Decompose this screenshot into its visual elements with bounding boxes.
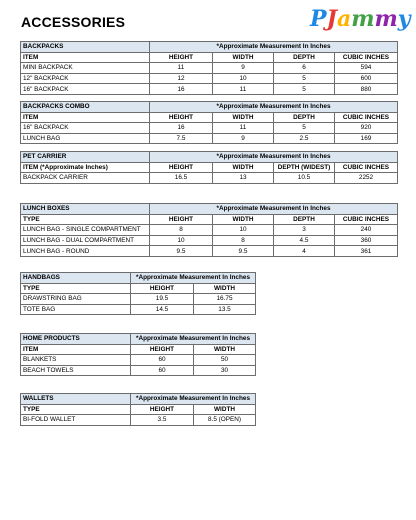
table-row — [21, 304, 256, 315]
column-header: HEIGHT — [150, 52, 213, 63]
column-header: DEPTH — [274, 112, 335, 123]
measurement-cell: 600 — [335, 73, 398, 84]
table-title: HOME PRODUCTS — [21, 334, 131, 345]
measurement-cell: 13.5 — [194, 304, 256, 315]
measurement-cell: 880 — [335, 84, 398, 95]
item-name-cell: BACKPACK CARRIER — [21, 173, 150, 184]
measurement-cell: 13 — [213, 173, 274, 184]
table-row — [21, 246, 398, 257]
table-row — [21, 235, 398, 246]
table-row — [21, 73, 398, 84]
column-header: WIDTH — [213, 214, 274, 225]
column-header-row — [21, 112, 398, 123]
table-header-row — [21, 102, 398, 113]
table-title: BACKPACKS — [21, 42, 150, 53]
column-header: HEIGHT — [150, 162, 213, 173]
column-header: ITEM — [21, 112, 150, 123]
measurement-cell: 9.5 — [150, 246, 213, 257]
table-header-row — [21, 334, 256, 345]
measurement-cell: 3.5 — [131, 415, 194, 426]
column-header: WIDTH — [213, 112, 274, 123]
measurement-cell: 7.5 — [150, 133, 213, 144]
column-header-row — [21, 404, 256, 415]
table-row — [21, 415, 256, 426]
measurement-note: *Approximate Measurement In Inches — [131, 394, 256, 405]
measurement-cell: 5 — [274, 73, 335, 84]
table-title: PET CARRIER — [21, 152, 150, 163]
column-header: HEIGHT — [131, 404, 194, 415]
measurement-cell: 11 — [150, 63, 213, 74]
brand-logo — [310, 6, 410, 36]
column-header-row — [21, 162, 398, 173]
measurement-cell: 9.5 — [213, 246, 274, 257]
measurement-cell: 920 — [335, 123, 398, 134]
spec-table — [20, 272, 256, 315]
column-header: WIDTH — [194, 404, 256, 415]
table-title: WALLETS — [21, 394, 131, 405]
measurement-note: *Approximate Measurement In Inches — [150, 42, 398, 53]
table-row — [21, 63, 398, 74]
table-row — [21, 294, 256, 305]
item-name-cell: 16" BACKPACK — [21, 123, 150, 134]
measurement-cell: 60 — [131, 365, 194, 376]
measurement-cell: 2.5 — [274, 133, 335, 144]
column-header: CUBIC INCHES — [335, 162, 398, 173]
column-header: CUBIC INCHES — [335, 112, 398, 123]
measurement-cell: 2252 — [335, 173, 398, 184]
item-name-cell: LUNCH BAG - DUAL COMPARTMENT — [21, 235, 150, 246]
table-title: BACKPACKS COMBO — [21, 102, 150, 113]
table-row — [21, 133, 398, 144]
table-row — [21, 225, 398, 236]
item-name-cell: DRAWSTRING BAG — [21, 294, 131, 305]
table-header-row — [21, 394, 256, 405]
measurement-cell: 10 — [150, 235, 213, 246]
column-header: DEPTH (WIDEST) — [274, 162, 335, 173]
measurement-cell: 8 — [213, 235, 274, 246]
column-header: WIDTH — [194, 344, 256, 355]
item-name-cell: LUNCH BAG - ROUND — [21, 246, 150, 257]
measurement-cell: 360 — [335, 235, 398, 246]
brand-logo-letter: y — [397, 6, 411, 32]
measurement-cell: 6 — [274, 63, 335, 74]
measurement-cell: 50 — [194, 355, 256, 366]
column-header: HEIGHT — [150, 214, 213, 225]
column-header: HEIGHT — [150, 112, 213, 123]
brand-logo-letter: P — [310, 6, 327, 32]
measurement-cell: 11 — [213, 123, 274, 134]
measurement-cell: 240 — [335, 225, 398, 236]
measurement-cell: 5 — [274, 84, 335, 95]
item-name-cell: BEACH TOWELS — [21, 365, 131, 376]
page-title: ACCESSORIES — [21, 14, 126, 30]
measurement-cell: 5 — [274, 123, 335, 134]
column-header: TYPE — [21, 283, 131, 294]
measurement-cell: 30 — [194, 365, 256, 376]
spec-table — [20, 393, 256, 426]
measurement-cell: 8.5 (OPEN) — [194, 415, 256, 426]
spec-table — [20, 41, 398, 95]
measurement-cell: 3 — [274, 225, 335, 236]
spec-table — [20, 151, 398, 184]
column-header-row — [21, 214, 398, 225]
brand-logo-letter: m — [351, 6, 375, 32]
column-header-row — [21, 52, 398, 63]
item-name-cell: LUNCH BAG — [21, 133, 150, 144]
measurement-cell: 60 — [131, 355, 194, 366]
measurement-cell: 169 — [335, 133, 398, 144]
item-name-cell: 16" BACKPACK — [21, 84, 150, 95]
table-header-row — [21, 204, 398, 215]
measurement-cell: 4.5 — [274, 235, 335, 246]
column-header: WIDTH — [213, 162, 274, 173]
table-title: LUNCH BOXES — [21, 204, 150, 215]
brand-logo-letter: m — [374, 6, 398, 32]
table-row — [21, 84, 398, 95]
column-header: ITEM (*Approximate Inches) — [21, 162, 150, 173]
column-header: CUBIC INCHES — [335, 214, 398, 225]
column-header: ITEM — [21, 344, 131, 355]
table-row — [21, 173, 398, 184]
measurement-cell: 12 — [150, 73, 213, 84]
table-row — [21, 123, 398, 134]
column-header: WIDTH — [213, 52, 274, 63]
column-header-row — [21, 344, 256, 355]
column-header: DEPTH — [274, 52, 335, 63]
column-header: CUBIC INCHES — [335, 52, 398, 63]
measurement-cell: 594 — [335, 63, 398, 74]
measurement-cell: 9 — [213, 63, 274, 74]
brand-logo-letter: a — [336, 6, 352, 32]
measurement-cell: 361 — [335, 246, 398, 257]
measurement-cell: 4 — [274, 246, 335, 257]
measurement-cell: 14.5 — [131, 304, 194, 315]
column-header: WIDTH — [194, 283, 256, 294]
column-header: TYPE — [21, 214, 150, 225]
measurement-note: *Approximate Measurement In Inches — [131, 273, 256, 284]
table-row — [21, 355, 256, 366]
measurement-cell: 10 — [213, 225, 274, 236]
brand-logo-letter: J — [326, 6, 337, 32]
column-header: ITEM — [21, 52, 150, 63]
item-name-cell: LUNCH BAG - SINGLE COMPARTMENT — [21, 225, 150, 236]
column-header: DEPTH — [274, 214, 335, 225]
item-name-cell: BLANKETS — [21, 355, 131, 366]
measurement-cell: 8 — [150, 225, 213, 236]
spec-table — [20, 333, 256, 376]
table-header-row — [21, 152, 398, 163]
measurement-cell: 16 — [150, 123, 213, 134]
measurement-cell: 11 — [213, 84, 274, 95]
measurement-note: *Approximate Measurement In Inches — [150, 204, 398, 215]
table-header-row — [21, 273, 256, 284]
table-header-row — [21, 42, 398, 53]
spec-table — [20, 203, 398, 257]
column-header: HEIGHT — [131, 283, 194, 294]
measurement-cell: 19.5 — [131, 294, 194, 305]
item-name-cell: BI-FOLD WALLET — [21, 415, 131, 426]
spec-table — [20, 101, 398, 144]
measurement-cell: 16 — [150, 84, 213, 95]
measurement-cell: 9 — [213, 133, 274, 144]
table-title: HANDBAGS — [21, 273, 131, 284]
column-header: HEIGHT — [131, 344, 194, 355]
measurement-cell: 16.5 — [150, 173, 213, 184]
measurement-note: *Approximate Measurement In Inches — [150, 152, 398, 163]
measurement-note: *Approximate Measurement In Inches — [131, 334, 256, 345]
item-name-cell: MINI BACKPACK — [21, 63, 150, 74]
item-name-cell: TOTE BAG — [21, 304, 131, 315]
measurement-cell: 10 — [213, 73, 274, 84]
column-header-row — [21, 283, 256, 294]
item-name-cell: 12" BACKPACK — [21, 73, 150, 84]
column-header: TYPE — [21, 404, 131, 415]
measurement-cell: 16.75 — [194, 294, 256, 305]
measurement-cell: 10.5 — [274, 173, 335, 184]
table-row — [21, 365, 256, 376]
measurement-note: *Approximate Measurement In Inches — [150, 102, 398, 113]
